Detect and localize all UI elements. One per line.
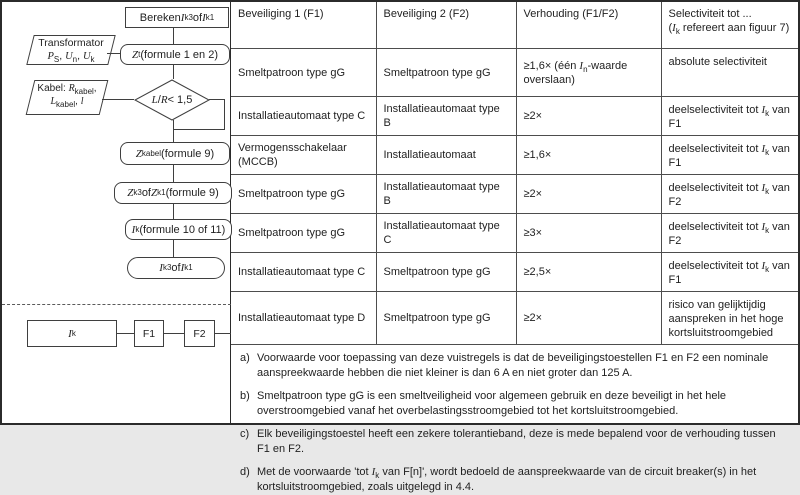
cell-ratio: ≥2× (516, 292, 661, 345)
connector-line (215, 333, 231, 334)
footnote-b (231, 389, 798, 419)
footnote-text: Voorwaarde voor toepassing van deze vuistregels is dat de beveiligingstoestellen F1 en F2 een nominale aanspreekwaarde hebben die niet kleiner is dan 6 A en niet groter dan 125 A. (257, 352, 769, 379)
flowchart-node-ik-formule: I k (formule 10 of 11) (125, 219, 232, 240)
cell-f2: Smeltpatroon type gG (376, 292, 516, 345)
table-row (231, 49, 798, 97)
footnote-text: Smeltpatroon type gG is een smeltveiligheid voor algemeen gebruik en deze beveiligt in het hele overstroomgebied vanaf het overbelastingsstroomgebied tot het kortsluitstroomgebied. (257, 390, 727, 417)
connector-line (173, 165, 174, 182)
flowchart-decision-lr (134, 79, 210, 121)
cell-f1: Installatieautomaat type C (231, 253, 376, 292)
cell-f2: Installatieautomaat type C (376, 214, 516, 253)
connector-line (173, 120, 174, 142)
table-panel (231, 2, 798, 493)
cell-ratio: ≥3× (516, 214, 661, 253)
footnotes-section (231, 345, 798, 495)
kabel-label-line1: Kabel: $R_{kabel}$, (37, 83, 97, 96)
cell-f1: Smeltpatroon type gG (231, 49, 376, 97)
connector-line (224, 99, 225, 130)
footnote-label: d) (240, 466, 250, 478)
cell-selectivity: absolute selectiviteit (661, 49, 798, 97)
table-row (231, 97, 798, 136)
table-row (231, 292, 798, 345)
table-row (231, 136, 798, 175)
cell-f1: Smeltpatroon type gG (231, 214, 376, 253)
dashed-separator (2, 304, 231, 305)
cell-ratio: ≥2× (516, 175, 661, 214)
connector-line (107, 53, 120, 54)
cell-selectivity: deelselectiviteit tot $I_k$ van F2 (661, 175, 798, 214)
connector-line (173, 204, 174, 219)
cell-f2: Installatieautomaat type B (376, 97, 516, 136)
table-row (231, 175, 798, 214)
circuit-ik-box: I k (27, 320, 117, 347)
cell-f1: Installatieautomaat type D (231, 292, 376, 345)
flowchart-node-bereken: Bereken I k3 of I k1 (125, 7, 229, 28)
connector-line (209, 99, 225, 100)
circuit-f1-box: F1 (134, 320, 164, 347)
cell-ratio: ≥1,6× (516, 136, 661, 175)
cell-ratio: ≥2,5× (516, 253, 661, 292)
cell-f1: Smeltpatroon type gG (231, 175, 376, 214)
flowchart-node-zt: Z t (formule 1 en 2) (120, 44, 230, 65)
cell-f2: Installatieautomaat type B (376, 175, 516, 214)
column-header-beveiliging2: Beveiliging 2 (F2) (376, 2, 516, 49)
flowchart-node-kabel (30, 80, 104, 115)
decision-label: L / R < 1,5 (151, 94, 193, 106)
kabel-label-line2: $L_{kabel}$, l (50, 96, 84, 109)
cell-f2: Smeltpatroon type gG (376, 253, 516, 292)
cell-selectivity: deelselectiviteit tot $I_k$ van F1 (661, 253, 798, 292)
cell-selectivity: risico van gelijktijdig aanspreken in het hoge kortsluitstroomgebied (661, 292, 798, 345)
footnote-label: a) (240, 352, 250, 364)
flowchart-node-zk3: Z k3 of Z k1 (formule 9) (114, 182, 232, 204)
cell-f1: Vermogensschakelaar (MCCB) (231, 136, 376, 175)
footnote-label: b) (240, 390, 250, 402)
connector-line (164, 333, 184, 334)
flowchart-panel (2, 2, 231, 423)
cell-selectivity: deelselectiviteit tot $I_k$ van F1 (661, 136, 798, 175)
selectivity-table (231, 2, 798, 345)
cell-ratio: ≥1,6× (één $I_n$-waarde overslaan) (516, 49, 661, 97)
footnote-text: Elk beveiligingstoestel heeft een zekere tolerantieband, deze is mede bepalend voor de verhouding tussen F1 en F2. (257, 428, 776, 455)
cell-f2: Installatieautomaat (376, 136, 516, 175)
circuit-f2-box: F2 (184, 320, 215, 347)
footnote-a (231, 351, 798, 381)
transformator-label-line1: Transformator (38, 37, 104, 49)
column-header-verhouding: Verhouding (F1/F2) (516, 2, 661, 49)
transformator-label-line2: $P_S$, $U_n$, $U_k$ (47, 50, 95, 65)
column-header-selectiviteit: Selectiviteit tot ... ($I_k$ refereert aan figuur 7) (661, 2, 798, 49)
table-header-row (231, 2, 798, 49)
flowchart-node-zkabel: Z kabel (formule 9) (120, 142, 230, 165)
footnote-c (231, 427, 798, 457)
cell-selectivity: deelselectiviteit tot $I_k$ van F1 (661, 97, 798, 136)
cell-ratio: ≥2× (516, 97, 661, 136)
connector-line (173, 240, 174, 257)
cell-f1: Installatieautomaat type C (231, 97, 376, 136)
cell-selectivity: deelselectiviteit tot $I_k$ van F2 (661, 214, 798, 253)
connector-line (102, 99, 134, 100)
cell-f2: Smeltpatroon type gG (376, 49, 516, 97)
footnote-d (231, 465, 798, 495)
connector-line (173, 129, 225, 130)
connector-line (173, 28, 174, 44)
flowchart-node-result: I k3 of I k1 (127, 257, 225, 279)
connector-line (117, 333, 134, 334)
connector-line (173, 65, 174, 79)
footnote-text: Met de voorwaarde 'tot $I_k$ van F[n]', wordt bedoeld de aanspreekwaarde van de circuit breaker(s) in het kortsluitstroomgebied, zoals uitgelegd in 4.4. (257, 466, 757, 493)
column-header-beveiliging1: Beveiliging 1 (F1) (231, 2, 376, 49)
footnote-label: c) (240, 428, 250, 440)
flowchart-node-transformator (30, 35, 112, 65)
table-row (231, 253, 798, 292)
table-row (231, 214, 798, 253)
